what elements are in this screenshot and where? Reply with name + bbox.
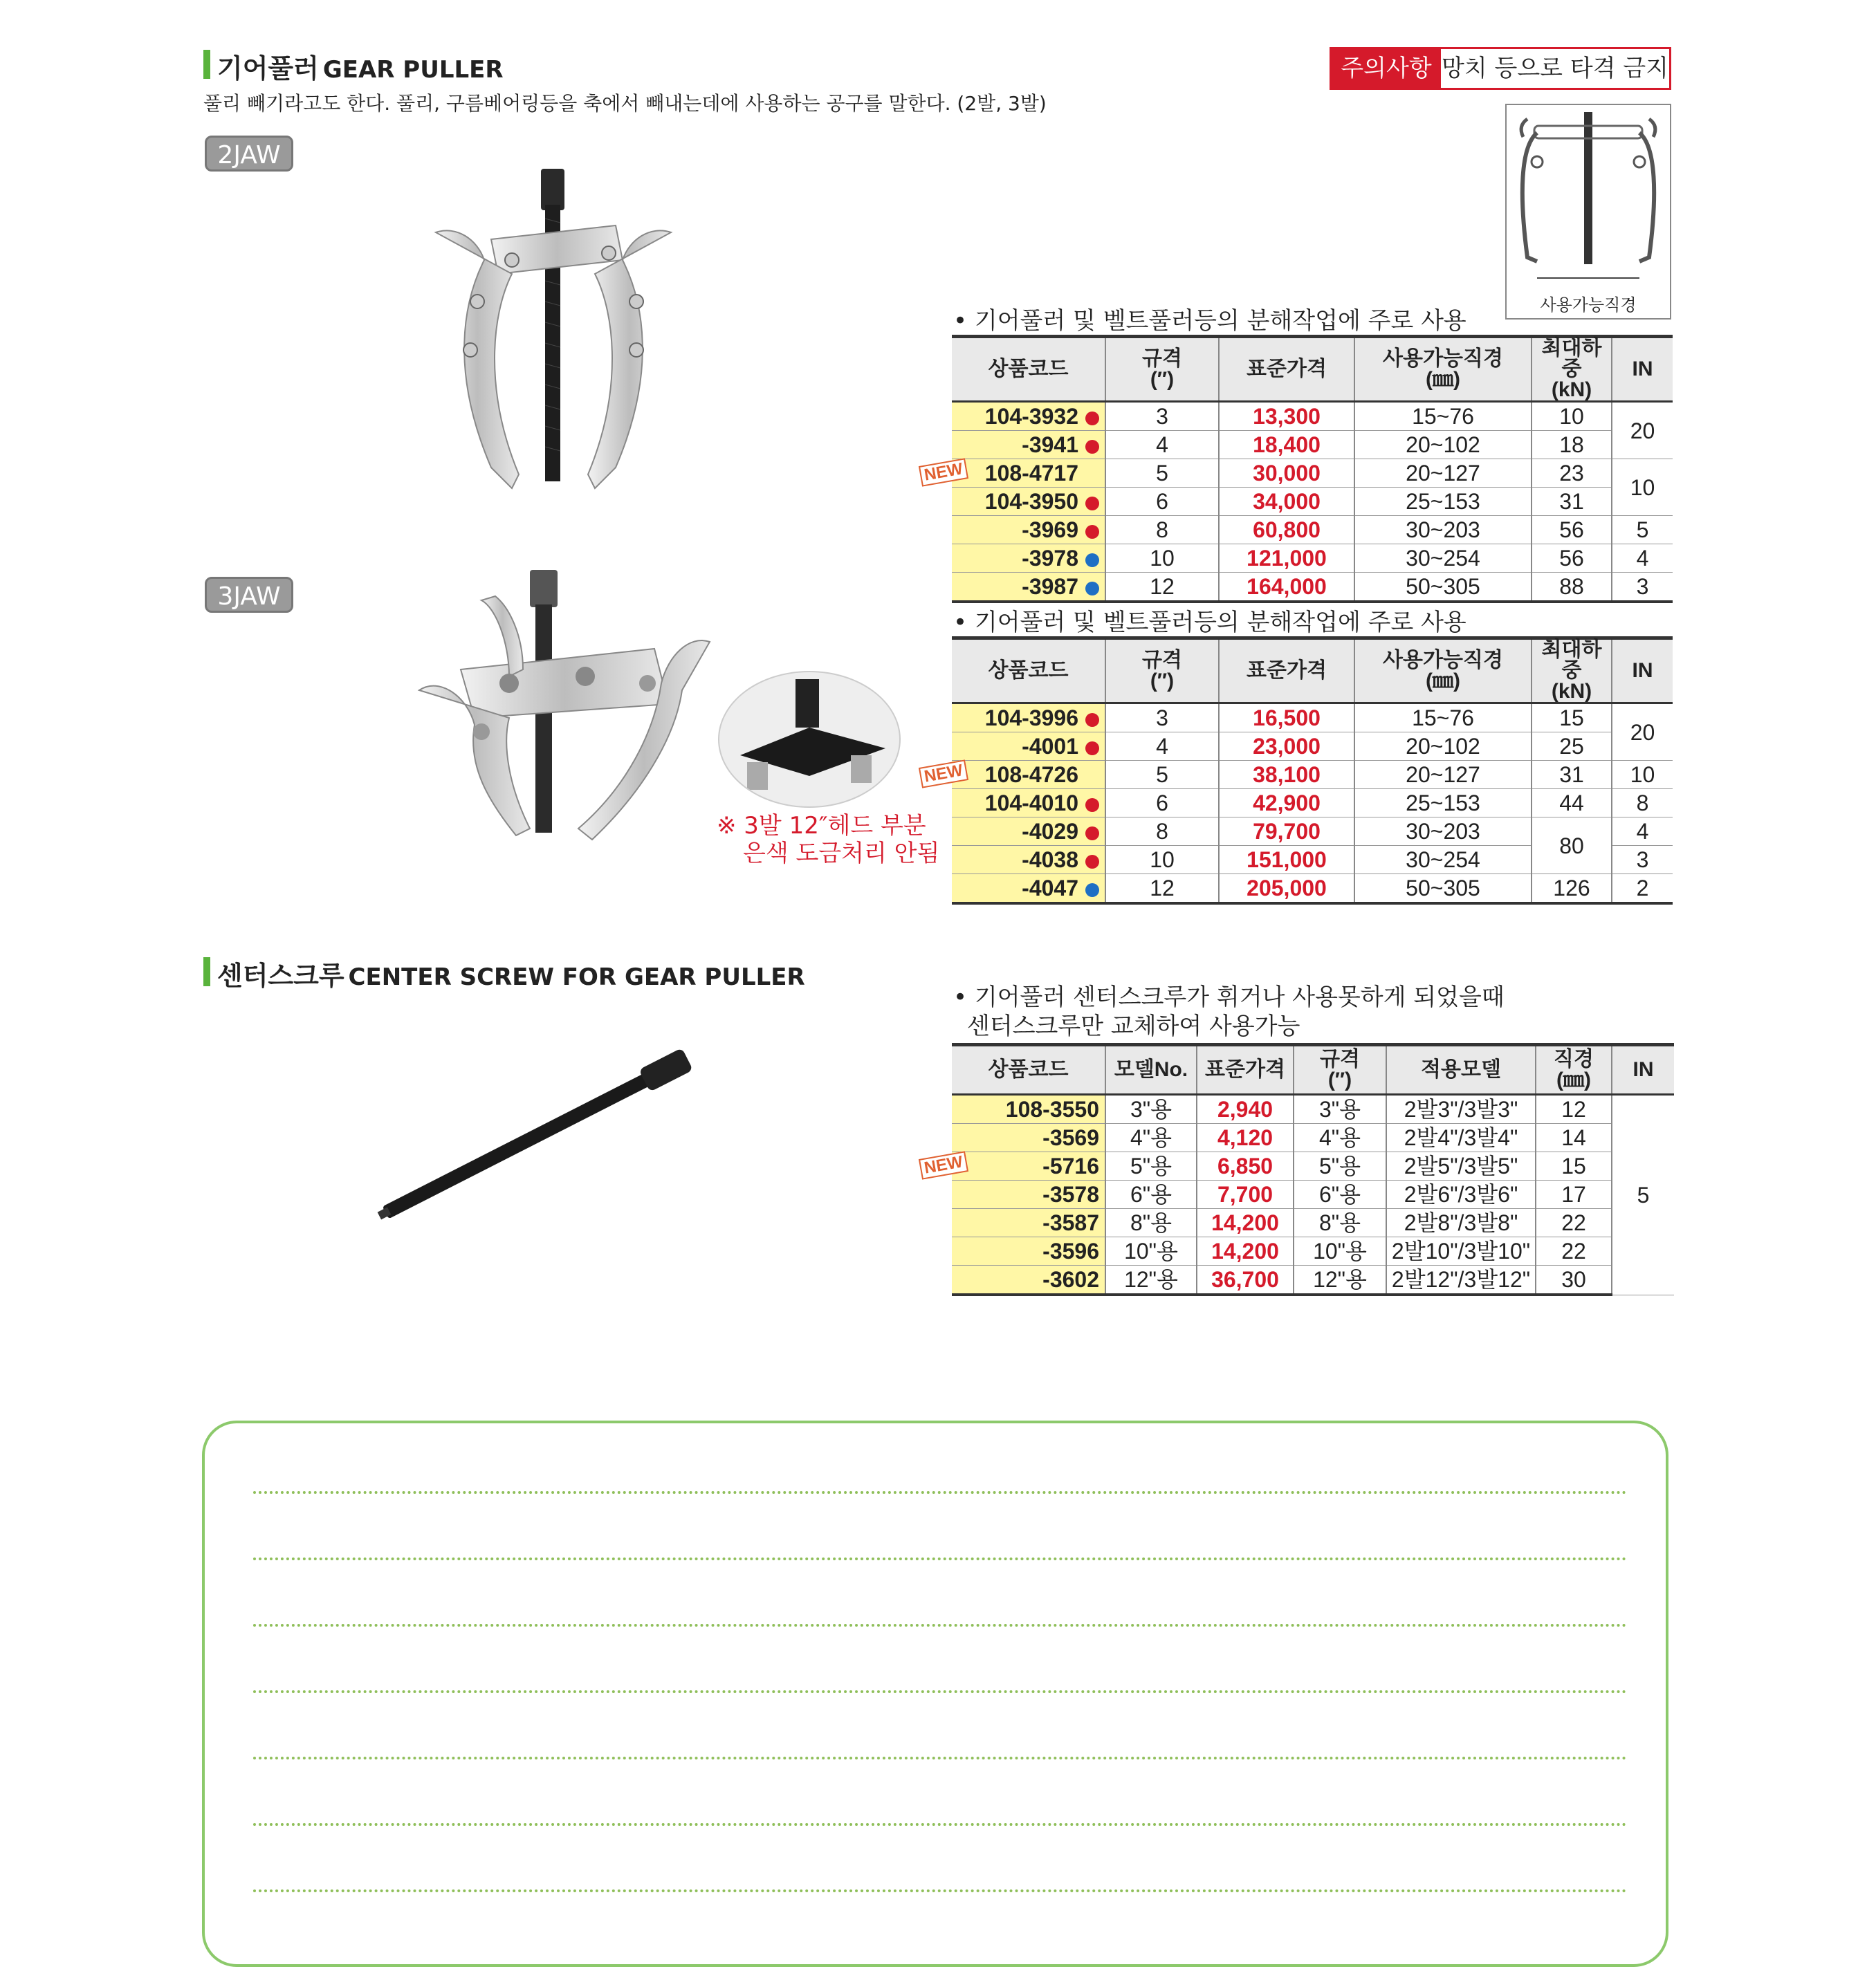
product-code-cell	[952, 516, 1105, 544]
stock-dot-icon	[1085, 553, 1099, 567]
in-qty-cell: 4	[1612, 817, 1673, 846]
table-header-cell: IN	[1612, 638, 1673, 703]
in-qty-cell: 3	[1612, 846, 1673, 874]
diameter-cell: 22	[1536, 1209, 1612, 1237]
size-cell: 10"용	[1294, 1237, 1386, 1266]
table-row	[952, 1152, 1674, 1181]
table-row	[952, 817, 1673, 846]
section-bar-gear-puller	[203, 50, 210, 79]
product-code: -3969	[1022, 517, 1078, 542]
product-code-cell	[952, 789, 1105, 817]
price-cell: 42,900	[1219, 789, 1354, 817]
price-cell: 2,940	[1197, 1095, 1294, 1124]
size-cell: 12	[1105, 573, 1219, 602]
price-cell: 30,000	[1219, 459, 1354, 488]
diameter-cell: 30	[1536, 1266, 1612, 1295]
diameter-cell: 30~203	[1354, 817, 1532, 846]
in-qty-cell: 10	[1612, 761, 1673, 789]
three-jaw-head-detail-image	[718, 671, 901, 808]
diameter-cell: 20~102	[1354, 732, 1532, 761]
model-no-cell: 5"용	[1105, 1152, 1197, 1181]
product-code-cell	[952, 1209, 1105, 1237]
caution-label: 주의사항	[1332, 49, 1441, 88]
product-code: -3596	[1042, 1239, 1099, 1264]
diameter-cell: 30~254	[1354, 544, 1532, 573]
in-qty-cell: 2	[1612, 874, 1673, 904]
table3-note-line1: • 기어풀러 센터스크루가 휘거나 사용못하게 되었을때	[953, 983, 1505, 1011]
new-tag: NEW	[919, 458, 968, 486]
three-jaw-puller-image	[405, 566, 724, 849]
table-row	[952, 1124, 1674, 1152]
size-cell: 6	[1105, 488, 1219, 516]
table-row	[952, 789, 1673, 817]
three-jaw-note-line2: 은색 도금처리 안됨	[743, 840, 940, 867]
price-cell: 34,000	[1219, 488, 1354, 516]
price-cell: 16,500	[1219, 703, 1354, 732]
table-header-cell: 상품코드	[952, 638, 1105, 703]
diameter-cell: 30~203	[1354, 516, 1532, 544]
table-header-cell: 표준가격	[1219, 638, 1354, 703]
stock-dot-icon	[1085, 826, 1099, 840]
table-header-cell: 적용모델	[1386, 1045, 1536, 1095]
size-cell: 5"용	[1294, 1152, 1386, 1181]
size-cell: 4"용	[1294, 1124, 1386, 1152]
max-load-cell: 15	[1532, 703, 1612, 732]
product-code-cell	[952, 846, 1105, 874]
model-no-cell: 10"용	[1105, 1237, 1197, 1266]
applicable-model-cell: 2발3"/3발3"	[1386, 1095, 1536, 1124]
product-code: -4047	[1022, 876, 1078, 900]
table-header-cell: IN	[1612, 1045, 1674, 1095]
title-en: GEAR PULLER	[322, 56, 504, 84]
stock-dot-icon	[1085, 525, 1099, 539]
product-code: -5716	[1042, 1154, 1099, 1179]
puller-diagram-icon	[1507, 105, 1670, 292]
product-code: 104-3996	[984, 705, 1078, 730]
product-code: 104-4010	[984, 791, 1078, 815]
diameter-cell: 14	[1536, 1124, 1612, 1152]
price-cell: 164,000	[1219, 573, 1354, 602]
table-row	[952, 488, 1673, 516]
size-cell: 6"용	[1294, 1181, 1386, 1209]
table-header-cell: 규격 (″)	[1105, 638, 1219, 703]
table-header-cell: 최대하중 (kN)	[1532, 638, 1612, 703]
table-header-cell: 상품코드	[952, 1045, 1105, 1095]
memo-box	[202, 1421, 1668, 1967]
table-row	[952, 402, 1673, 431]
size-cell: 4	[1105, 732, 1219, 761]
size-cell: 5	[1105, 761, 1219, 789]
price-cell: 121,000	[1219, 544, 1354, 573]
product-code-cell	[952, 488, 1105, 516]
three-jaw-puller-icon	[405, 566, 724, 849]
head-detail-icon	[719, 672, 899, 806]
model-no-cell: 3"용	[1105, 1095, 1197, 1124]
diameter-cell: 12	[1536, 1095, 1612, 1124]
table-header-cell: 상품코드	[952, 337, 1105, 402]
max-load-cell: 31	[1532, 761, 1612, 789]
applicable-model-cell: 2발6"/3발6"	[1386, 1181, 1536, 1209]
size-cell: 3	[1105, 703, 1219, 732]
table-header-cell: 직경 (㎜)	[1536, 1045, 1612, 1095]
diameter-cell: 30~254	[1354, 846, 1532, 874]
product-code: 108-4717	[984, 461, 1078, 486]
product-code-cell	[952, 817, 1105, 846]
center-screw-table	[922, 1043, 1674, 1296]
max-load-cell: 23	[1532, 459, 1612, 488]
memo-line	[253, 1823, 1627, 1826]
in-qty-cell: 5	[1612, 1095, 1674, 1295]
diameter-cell: 22	[1536, 1237, 1612, 1266]
in-qty-cell: 8	[1612, 789, 1673, 817]
price-cell: 4,120	[1197, 1124, 1294, 1152]
max-load-cell: 10	[1532, 402, 1612, 431]
table-row	[952, 1181, 1674, 1209]
product-code: -3587	[1042, 1210, 1099, 1235]
table-header-cell: 표준가격	[1219, 337, 1354, 402]
title-kr: 기어풀러	[217, 53, 319, 84]
diameter-cell: 17	[1536, 1181, 1612, 1209]
diameter-cell: 20~127	[1354, 459, 1532, 488]
product-code-cell	[952, 1124, 1105, 1152]
usable-diameter-diagram	[1505, 104, 1671, 320]
memo-line	[253, 1558, 1627, 1560]
center-screw-image	[360, 1030, 719, 1238]
max-load-cell: 80	[1532, 817, 1612, 874]
price-cell: 14,200	[1197, 1237, 1294, 1266]
size-cell: 10	[1105, 544, 1219, 573]
product-code-cell	[922, 459, 1105, 488]
max-load-cell: 18	[1532, 431, 1612, 459]
product-code: 104-3950	[984, 489, 1078, 514]
section-bar-center-screw	[203, 957, 210, 986]
diameter-cell: 20~127	[1354, 761, 1532, 789]
two-jaw-puller-image	[408, 163, 699, 509]
model-no-cell: 12"용	[1105, 1266, 1197, 1295]
table-row	[952, 459, 1673, 488]
diameter-cell: 25~153	[1354, 789, 1532, 817]
product-code-cell	[952, 573, 1105, 602]
price-cell: 7,700	[1197, 1181, 1294, 1209]
table-row	[952, 703, 1673, 732]
table-row	[952, 874, 1673, 904]
table-row	[952, 573, 1673, 602]
gear-puller-2jaw-table	[922, 335, 1673, 603]
table-header-cell: 규격 (″)	[1105, 337, 1219, 402]
price-cell: 151,000	[1219, 846, 1354, 874]
size-cell: 3	[1105, 402, 1219, 431]
table-row	[952, 761, 1673, 789]
max-load-cell: 31	[1532, 488, 1612, 516]
center-screw-icon	[360, 1030, 719, 1238]
table-row	[952, 1095, 1674, 1124]
product-code-cell	[922, 761, 1105, 789]
table-row	[952, 1209, 1674, 1237]
table1-note: • 기어풀러 및 벨트풀러등의 분해작업에 주로 사용	[953, 307, 1466, 335]
product-code-cell	[952, 1095, 1105, 1124]
size-cell: 8	[1105, 516, 1219, 544]
price-cell: 6,850	[1197, 1152, 1294, 1181]
badge-3jaw: 3JAW	[205, 577, 293, 613]
gear-puller-3jaw-table	[922, 636, 1673, 905]
applicable-model-cell: 2발8"/3발8"	[1386, 1209, 1536, 1237]
size-cell: 12"용	[1294, 1266, 1386, 1295]
table3-note-line2: 센터스크루만 교체하여 사용가능	[967, 1013, 1300, 1040]
model-no-cell: 6"용	[1105, 1181, 1197, 1209]
product-code: 104-3932	[984, 404, 1078, 429]
applicable-model-cell: 2발4"/3발4"	[1386, 1124, 1536, 1152]
product-code-cell	[952, 1181, 1105, 1209]
three-jaw-note-line1: ※ 3발 12″헤드 부분	[717, 812, 926, 840]
diameter-cell: 15~76	[1354, 703, 1532, 732]
stock-dot-icon	[1085, 497, 1099, 510]
price-cell: 205,000	[1219, 874, 1354, 904]
in-qty-cell: 10	[1612, 459, 1673, 516]
price-cell: 13,300	[1219, 402, 1354, 431]
max-load-cell: 56	[1532, 544, 1612, 573]
table-row	[952, 1266, 1674, 1295]
max-load-cell: 44	[1532, 789, 1612, 817]
size-cell: 5	[1105, 459, 1219, 488]
memo-line	[253, 1690, 1627, 1693]
applicable-model-cell: 2발10"/3발10"	[1386, 1237, 1536, 1266]
memo-line	[253, 1491, 1627, 1494]
in-qty-cell: 20	[1612, 703, 1673, 761]
badge-2jaw: 2JAW	[205, 136, 293, 172]
table-header-cell: 모델No.	[1105, 1045, 1197, 1095]
price-cell: 18,400	[1219, 431, 1354, 459]
product-code: -3578	[1042, 1182, 1099, 1207]
diameter-cell: 50~305	[1354, 573, 1532, 602]
new-tag: NEW	[919, 1151, 968, 1179]
max-load-cell: 88	[1532, 573, 1612, 602]
price-cell: 38,100	[1219, 761, 1354, 789]
table-header-cell: 표준가격	[1197, 1045, 1294, 1095]
price-cell: 14,200	[1197, 1209, 1294, 1237]
stock-dot-icon	[1085, 855, 1099, 869]
stock-dot-icon	[1085, 883, 1099, 897]
product-code-cell	[952, 431, 1105, 459]
title-kr: 센터스크루	[217, 961, 344, 991]
model-no-cell: 8"용	[1105, 1209, 1197, 1237]
product-code-cell	[952, 874, 1105, 904]
applicable-model-cell: 2발12"/3발12"	[1386, 1266, 1536, 1295]
diameter-cell: 25~153	[1354, 488, 1532, 516]
product-code-cell	[952, 1237, 1105, 1266]
product-code: -3978	[1022, 546, 1078, 571]
table-row	[952, 516, 1673, 544]
new-tag: NEW	[919, 759, 968, 788]
model-no-cell: 4"용	[1105, 1124, 1197, 1152]
memo-line	[253, 1889, 1627, 1892]
product-code-cell	[922, 1152, 1105, 1181]
product-code-cell	[952, 703, 1105, 732]
in-qty-cell: 4	[1612, 544, 1673, 573]
table-header-cell: 사용가능직경 (㎜)	[1354, 337, 1532, 402]
product-code: -3987	[1022, 574, 1078, 599]
max-load-cell: 25	[1532, 732, 1612, 761]
table2-note: • 기어풀러 및 벨트풀러등의 분해작업에 주로 사용	[953, 609, 1466, 636]
product-code: -3569	[1042, 1125, 1099, 1150]
caution-box	[1330, 47, 1671, 90]
product-code-cell	[952, 732, 1105, 761]
size-cell: 4	[1105, 431, 1219, 459]
price-cell: 60,800	[1219, 516, 1354, 544]
max-load-cell: 56	[1532, 516, 1612, 544]
gear-puller-description: 풀리 빼기라고도 한다. 풀리, 구름베어링등을 축에서 빼내는데에 사용하는 공구를 말한다. (2발, 3발)	[203, 92, 1047, 115]
memo-line	[253, 1757, 1627, 1759]
diameter-cell: 15~76	[1354, 402, 1532, 431]
stock-dot-icon	[1085, 770, 1099, 784]
product-code: -4001	[1022, 734, 1078, 759]
diagram-caption: 사용가능직경	[1540, 295, 1637, 315]
product-code: -3602	[1042, 1267, 1099, 1292]
stock-dot-icon	[1085, 713, 1099, 727]
product-code-cell	[952, 402, 1105, 431]
table-header-cell: IN	[1612, 337, 1673, 402]
applicable-model-cell: 2발5"/3발5"	[1386, 1152, 1536, 1181]
table-row	[952, 431, 1673, 459]
stock-dot-icon	[1085, 798, 1099, 812]
section-title-gear-puller	[217, 47, 504, 85]
stock-dot-icon	[1085, 468, 1099, 482]
product-code: -4038	[1022, 847, 1078, 872]
table-header-cell: 최대하중 (kN)	[1532, 337, 1612, 402]
stock-dot-icon	[1085, 440, 1099, 454]
size-cell: 10	[1105, 846, 1219, 874]
product-code: -3941	[1022, 432, 1078, 457]
product-code: 108-3550	[1005, 1097, 1099, 1122]
product-code: -4029	[1022, 819, 1078, 844]
diameter-cell: 15	[1536, 1152, 1612, 1181]
price-cell: 36,700	[1197, 1266, 1294, 1295]
stock-dot-icon	[1085, 741, 1099, 755]
product-code: 108-4726	[984, 762, 1078, 787]
product-code-cell	[952, 544, 1105, 573]
title-en: CENTER SCREW FOR GEAR PULLER	[348, 963, 805, 991]
size-cell: 12	[1105, 874, 1219, 904]
product-code-cell	[952, 1266, 1105, 1295]
table-row	[952, 1237, 1674, 1266]
section-title-center-screw	[217, 954, 805, 992]
size-cell: 8	[1105, 817, 1219, 846]
caution-text: 망치 등으로 타격 금지	[1441, 55, 1669, 82]
diameter-cell: 50~305	[1354, 874, 1532, 904]
size-cell: 8"용	[1294, 1209, 1386, 1237]
stock-dot-icon	[1085, 412, 1099, 425]
in-qty-cell: 3	[1612, 573, 1673, 602]
price-cell: 79,700	[1219, 817, 1354, 846]
size-cell: 6	[1105, 789, 1219, 817]
table-row	[952, 732, 1673, 761]
diameter-cell: 20~102	[1354, 431, 1532, 459]
in-qty-cell: 20	[1612, 402, 1673, 459]
two-jaw-puller-icon	[408, 163, 699, 509]
stock-dot-icon	[1085, 582, 1099, 595]
max-load-cell: 126	[1532, 874, 1612, 904]
price-cell: 23,000	[1219, 732, 1354, 761]
table-header-cell: 사용가능직경 (㎜)	[1354, 638, 1532, 703]
memo-line	[253, 1624, 1627, 1627]
table-row	[952, 544, 1673, 573]
table-header-cell: 규격 (″)	[1294, 1045, 1386, 1095]
size-cell: 3"용	[1294, 1095, 1386, 1124]
in-qty-cell: 5	[1612, 516, 1673, 544]
